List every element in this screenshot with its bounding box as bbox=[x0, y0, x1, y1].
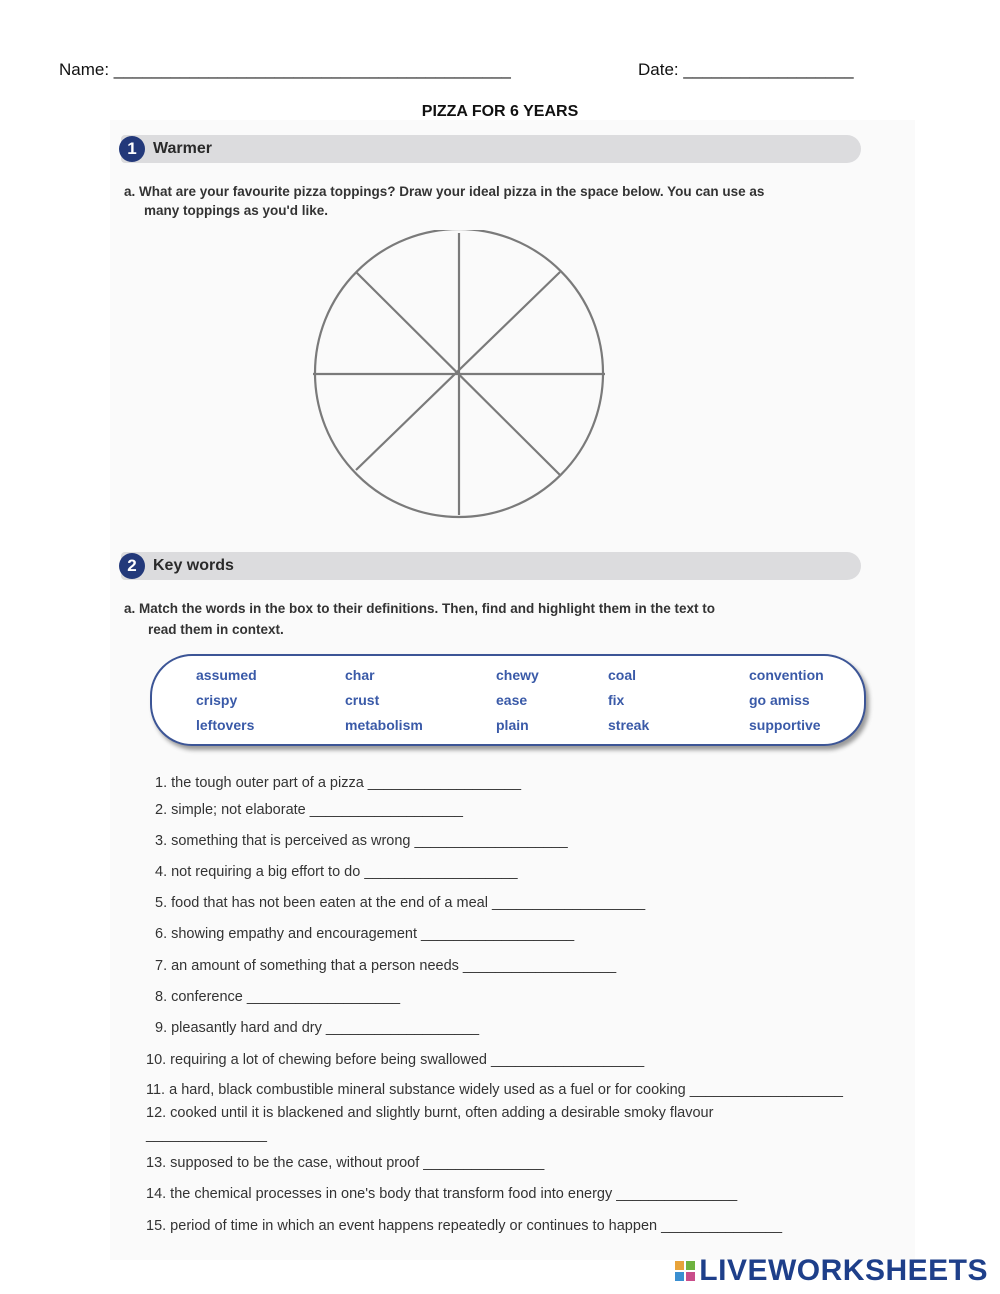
definition-item[interactable]: 2. simple; not elaborate ___________________ bbox=[155, 802, 463, 818]
word: convention bbox=[749, 667, 824, 683]
section-title: Warmer bbox=[153, 140, 212, 157]
definition-item[interactable]: 15. period of time in which an event happens repeatedly or continues to happen _______________ bbox=[146, 1218, 783, 1234]
word: leftovers bbox=[196, 717, 255, 733]
definition-item[interactable]: 13. supposed to be the case, without proof _______________ bbox=[146, 1155, 545, 1171]
date-field[interactable]: Date: __________________ bbox=[638, 60, 854, 79]
definition-item[interactable]: 11. a hard, black combustible mineral substance widely used as a fuel or for cooking ___________________ bbox=[146, 1082, 843, 1098]
word: streak bbox=[608, 717, 650, 733]
keywords-instruction-line2: read them in context. bbox=[148, 622, 284, 637]
word: crust bbox=[345, 692, 380, 708]
definition-item[interactable]: 4. not requiring a big effort to do ___________________ bbox=[155, 864, 518, 880]
warmer-instruction-line1: a. What are your favourite pizza toppings? Draw your ideal pizza in the space below. You can use as bbox=[124, 184, 765, 199]
brand-text: LIVEWORKSHEETS bbox=[699, 1254, 988, 1287]
definition-item[interactable]: 5. food that has not been eaten at the end of a meal ___________________ bbox=[155, 895, 646, 911]
word: crispy bbox=[196, 692, 238, 708]
section-title: Key words bbox=[153, 557, 234, 574]
definition-item: 12. cooked until it is blackened and slightly burnt, often adding a desirable smoky flavour bbox=[146, 1105, 714, 1121]
definition-item[interactable]: 14. the chemical processes in one's body that transform food into energy _______________ bbox=[146, 1186, 738, 1202]
warmer-instruction-line2: many toppings as you'd like. bbox=[144, 203, 328, 218]
section-number-badge: 2 bbox=[119, 553, 145, 579]
word: char bbox=[345, 667, 375, 683]
word: chewy bbox=[496, 667, 539, 683]
section-number-badge: 1 bbox=[119, 136, 145, 162]
definition-item[interactable]: 8. conference ___________________ bbox=[155, 989, 401, 1005]
liveworksheets-icon bbox=[675, 1261, 695, 1281]
word: coal bbox=[608, 667, 637, 683]
definition-item[interactable]: 7. an amount of something that a person needs ___________________ bbox=[155, 958, 617, 974]
word: supportive bbox=[749, 717, 821, 733]
definition-item[interactable]: 9. pleasantly hard and dry ___________________ bbox=[155, 1020, 480, 1036]
section-warmer-bar bbox=[121, 135, 861, 163]
word: metabolism bbox=[345, 717, 423, 733]
word: assumed bbox=[196, 667, 257, 683]
liveworksheets-logo bbox=[675, 1254, 988, 1288]
word: plain bbox=[496, 717, 529, 733]
page-title: PIZZA FOR 6 YEARS bbox=[421, 103, 579, 120]
name-field[interactable]: Name: __________________________________________ bbox=[59, 60, 511, 79]
section-keywords-bar bbox=[121, 552, 861, 580]
definition-item[interactable]: 6. showing empathy and encouragement ___________________ bbox=[155, 926, 575, 942]
pizza-drawing-area[interactable] bbox=[308, 230, 610, 520]
definition-item[interactable]: 10. requiring a lot of chewing before being swallowed ___________________ bbox=[146, 1052, 645, 1068]
definition-item[interactable]: 3. something that is perceived as wrong ___________________ bbox=[155, 833, 568, 849]
word: ease bbox=[496, 692, 528, 708]
word: go amiss bbox=[749, 692, 810, 708]
definition-answer-line[interactable]: _______________ bbox=[146, 1127, 267, 1143]
word: fix bbox=[608, 692, 625, 708]
definition-item[interactable]: 1. the tough outer part of a pizza ___________________ bbox=[155, 775, 522, 791]
keywords-instruction-line1: a. Match the words in the box to their definitions. Then, find and highlight them in the text to bbox=[124, 601, 715, 616]
